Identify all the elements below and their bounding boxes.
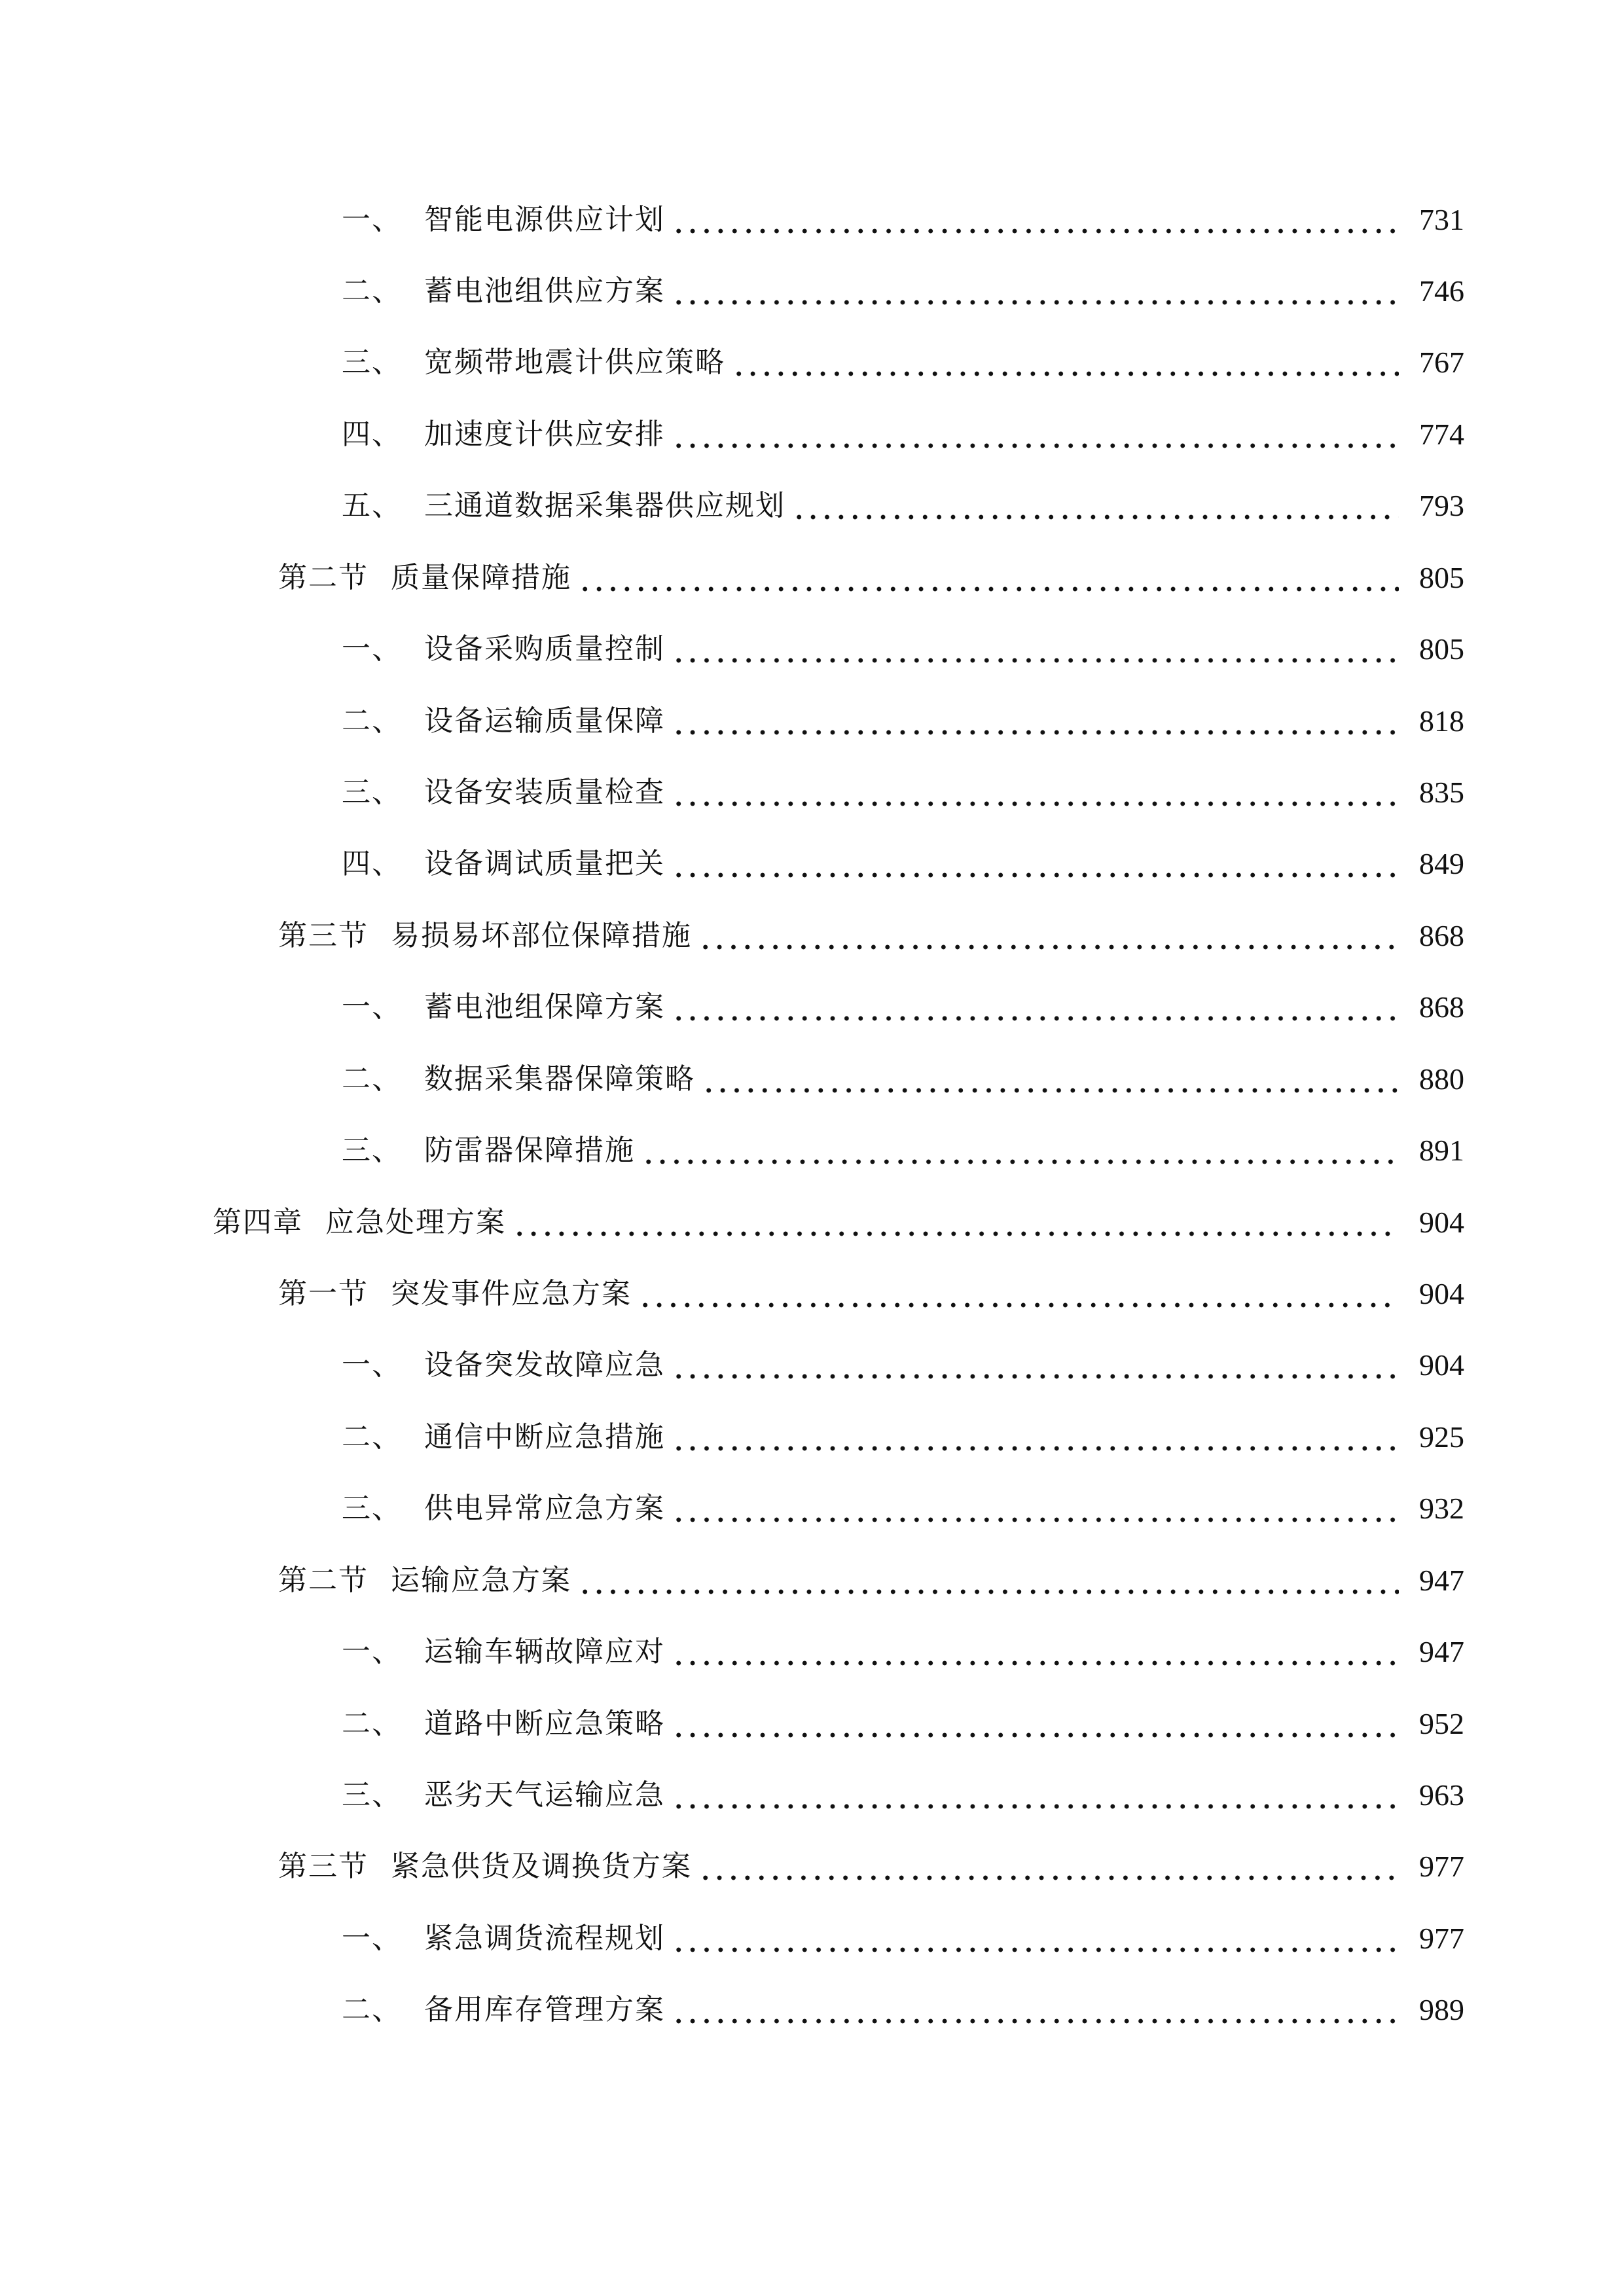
toc-entry-page: 746: [1419, 274, 1464, 308]
toc-entry[interactable]: [342, 1626, 1464, 1678]
toc-entry[interactable]: [278, 1840, 1464, 1893]
toc-entry-number: 第四章: [213, 1206, 303, 1239]
toc-entry-title: 突发事件应急方案: [391, 1277, 632, 1310]
toc-entry-number: 三、: [342, 776, 402, 809]
toc-entry-page: 904: [1419, 1277, 1464, 1310]
toc-entry-number: 二、: [342, 1993, 402, 2026]
toc-entry-title: 蓄电池组保障方案: [424, 990, 665, 1024]
toc-entry-title: 设备安装质量检查: [424, 776, 665, 809]
dot-leader: [732, 336, 1399, 389]
dot-leader: [578, 1554, 1399, 1607]
toc-entry[interactable]: [342, 408, 1464, 461]
toc-entry-page: 731: [1419, 203, 1464, 236]
toc-entry-page: 904: [1419, 1206, 1464, 1239]
toc-entry-title: 易损易坏部位保障措施: [391, 919, 692, 952]
toc-entry-title: 设备运输质量保障: [424, 704, 665, 738]
dot-leader: [672, 838, 1399, 890]
toc-entry-number: 四、: [342, 847, 402, 880]
toc-entry-title: 宽频带地震计供应策略: [424, 346, 725, 379]
toc-entry[interactable]: [342, 695, 1464, 747]
toc-entry-page: 868: [1419, 990, 1464, 1024]
toc-entry[interactable]: [342, 1482, 1464, 1535]
dot-leader: [672, 408, 1399, 461]
dot-leader: [672, 623, 1399, 675]
toc-entry-number: 一、: [342, 1635, 402, 1668]
toc-entry-page: 774: [1419, 418, 1464, 451]
toc-entry-number: 四、: [342, 418, 402, 451]
toc-entry-number: 三、: [342, 1134, 402, 1167]
dot-leader: [672, 1626, 1399, 1678]
dot-leader: [513, 1196, 1399, 1249]
toc-entry-title: 加速度计供应安排: [424, 418, 665, 451]
toc-entry-title: 质量保障措施: [391, 561, 571, 594]
toc-entry[interactable]: [342, 265, 1464, 317]
dot-leader: [641, 1124, 1399, 1177]
toc-entry[interactable]: [342, 1124, 1464, 1177]
toc-entry-title: 设备调试质量把关: [424, 847, 665, 880]
toc-entry[interactable]: [342, 1984, 1464, 2036]
dot-leader: [792, 480, 1399, 532]
toc-entry-title: 通信中断应急措施: [424, 1420, 665, 1454]
dot-leader: [672, 695, 1399, 747]
toc-entry-number: 一、: [342, 632, 402, 666]
toc-entry-page: 925: [1419, 1420, 1464, 1454]
toc-entry-number: 一、: [342, 203, 402, 236]
toc-entry-number: 一、: [342, 1348, 402, 1382]
toc-entry-number: 三、: [342, 346, 402, 379]
dot-leader: [672, 1984, 1399, 2036]
toc-entry-page: 793: [1419, 489, 1464, 522]
toc-entry-title: 供电异常应急方案: [424, 1492, 665, 1525]
toc-entry-number: 二、: [342, 1420, 402, 1454]
toc-entry-number: 第三节: [278, 1850, 369, 1883]
toc-entry[interactable]: [342, 1053, 1464, 1105]
toc-entry-title: 应急处理方案: [325, 1206, 506, 1239]
dot-leader: [638, 1268, 1399, 1320]
toc-entry-number: 三、: [342, 1492, 402, 1525]
toc-entry-title: 数据采集器保障策略: [424, 1062, 695, 1096]
toc-entry-title: 运输应急方案: [391, 1564, 571, 1597]
dot-leader: [698, 910, 1399, 962]
toc-entry[interactable]: [278, 1554, 1464, 1607]
toc-entry-page: 977: [1419, 1850, 1464, 1883]
dot-leader: [672, 1769, 1399, 1821]
dot-leader: [672, 766, 1399, 819]
dot-leader: [672, 1698, 1399, 1750]
toc-entry-number: 二、: [342, 704, 402, 738]
toc-entry-page: 932: [1419, 1492, 1464, 1525]
toc-entry[interactable]: [342, 981, 1464, 1033]
toc-entry[interactable]: [342, 194, 1464, 246]
toc-entry-number: 二、: [342, 274, 402, 308]
toc-entry-number: 三、: [342, 1778, 402, 1812]
toc-entry-number: 一、: [342, 1922, 402, 1955]
toc-entry-page: 767: [1419, 346, 1464, 379]
toc-entry-title: 设备突发故障应急: [424, 1348, 665, 1382]
toc-entry-page: 835: [1419, 776, 1464, 809]
toc-entry-page: 989: [1419, 1993, 1464, 2026]
toc-entry-number: 第一节: [278, 1277, 369, 1310]
toc-entry-page: 805: [1419, 561, 1464, 594]
toc-entry[interactable]: [278, 552, 1464, 604]
toc-entry-page: 891: [1419, 1134, 1464, 1167]
toc-entry-number: 一、: [342, 990, 402, 1024]
dot-leader: [578, 552, 1399, 604]
toc-entry-number: 第二节: [278, 1564, 369, 1597]
toc-entry-number: 二、: [342, 1062, 402, 1096]
toc-entry[interactable]: [342, 1769, 1464, 1821]
toc-entry-title: 紧急调货流程规划: [424, 1922, 665, 1955]
toc-entry-page: 977: [1419, 1922, 1464, 1955]
dot-leader: [698, 1840, 1399, 1893]
toc-entry[interactable]: [278, 1268, 1464, 1320]
dot-leader: [702, 1053, 1399, 1105]
toc-entry[interactable]: [342, 480, 1464, 532]
toc-entry[interactable]: [278, 910, 1464, 962]
toc-entry-title: 备用库存管理方案: [424, 1993, 665, 2026]
dot-leader: [672, 265, 1399, 317]
toc-entry-title: 防雷器保障措施: [424, 1134, 635, 1167]
toc-entry-page: 947: [1419, 1564, 1464, 1597]
toc-entry-page: 952: [1419, 1707, 1464, 1740]
toc-entry-number: 第三节: [278, 919, 369, 952]
toc-entry-title: 蓄电池组供应方案: [424, 274, 665, 308]
toc-entry[interactable]: [342, 1339, 1464, 1391]
dot-leader: [672, 1339, 1399, 1391]
dot-leader: [672, 1411, 1399, 1463]
dot-leader: [672, 194, 1399, 246]
toc-entry-page: 868: [1419, 919, 1464, 952]
toc-entry-page: 805: [1419, 632, 1464, 666]
toc-entry[interactable]: [342, 838, 1464, 890]
toc-entry-number: 第二节: [278, 561, 369, 594]
toc-entry[interactable]: [342, 623, 1464, 675]
toc-entry-number: 二、: [342, 1707, 402, 1740]
toc-entry[interactable]: [342, 1411, 1464, 1463]
toc-entry-title: 紧急供货及调换货方案: [391, 1850, 692, 1883]
dot-leader: [672, 1912, 1399, 1965]
toc-entry-title: 三通道数据采集器供应规划: [424, 489, 785, 522]
toc-entry[interactable]: [213, 1196, 1464, 1249]
toc-entry-page: 947: [1419, 1635, 1464, 1668]
toc-entry-page: 963: [1419, 1778, 1464, 1812]
toc-entry-title: 恶劣天气运输应急: [424, 1778, 665, 1812]
toc-entry-page: 904: [1419, 1348, 1464, 1382]
toc-entry-title: 设备采购质量控制: [424, 632, 665, 666]
toc-entry-page: 818: [1419, 704, 1464, 738]
toc-entry-page: 880: [1419, 1062, 1464, 1096]
toc-entry-number: 五、: [342, 489, 402, 522]
toc-entry-title: 智能电源供应计划: [424, 203, 665, 236]
toc-entry[interactable]: [342, 766, 1464, 819]
toc-entry-page: 849: [1419, 847, 1464, 880]
toc-entry-title: 运输车辆故障应对: [424, 1635, 665, 1668]
dot-leader: [672, 981, 1399, 1033]
toc-entry[interactable]: [342, 336, 1464, 389]
toc-entry[interactable]: [342, 1698, 1464, 1750]
dot-leader: [672, 1482, 1399, 1535]
toc-entry-title: 道路中断应急策略: [424, 1707, 665, 1740]
toc-entry[interactable]: [342, 1912, 1464, 1965]
